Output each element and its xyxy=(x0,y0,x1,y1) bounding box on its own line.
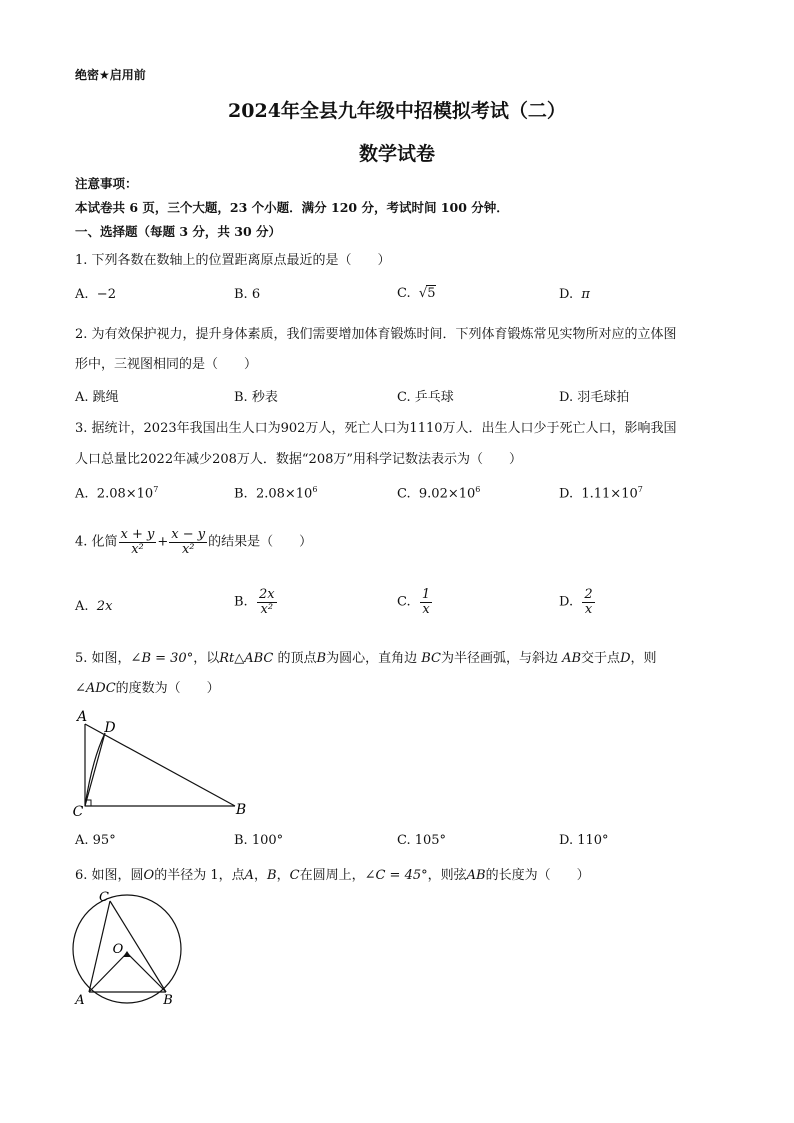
q2-option-d: D. 羽毛球拍 xyxy=(559,390,630,405)
question-3-line-1: 3. 据统计，2023年我国出生人口为902万人，死亡人口为1110万人．出生人口少于死亡人口，影响我国 xyxy=(75,421,677,436)
question-2-line-1: 2. 为有效保护视力，提升身体素质，我们需要增加体育锻炼时间．下列体育锻炼常见实物所对应的立体图 xyxy=(75,327,677,342)
q3-option-a: A. $2.08\times 10^7$ xyxy=(75,485,159,502)
q4-option-d: D. $\frac{2}{x}$ xyxy=(559,587,593,617)
q4-fraction-1: $\frac{x + y}{\text{x²}}$ xyxy=(120,527,155,557)
exam-title: 2024年全县九年级中招模拟考试（二） xyxy=(228,100,566,122)
q1-option-c: C. √5 xyxy=(397,286,436,301)
question-5-line-2: ∠ADC的度数为（ ） xyxy=(75,681,220,696)
q1-option-a: A. −2 xyxy=(75,287,116,302)
question-6: 6. 如图，圆O的半径为 1，点A，B，C在圆周上，∠C = 45°，则弦AB的长度为（ ） xyxy=(75,868,590,883)
notes-text: 本试卷共 6 页，三个大题，23 个小题．满分 120 分，考试时间 100 分钟． xyxy=(75,200,509,215)
section-heading: 一、选择题（每题 3 分，共 30 分） xyxy=(75,224,282,239)
question-1: 1. 下列各数在数轴上的位置距离原点最近的是（ ） xyxy=(75,253,391,268)
q4-option-c: C. $\frac{1}{x}$ xyxy=(397,587,431,617)
q3-option-d: D. $1.11\times 10^7$ xyxy=(559,485,643,502)
q5-option-c: C. 105° xyxy=(397,833,447,848)
q5-option-b: B. 100° xyxy=(234,833,284,848)
q5-triangle-figure xyxy=(65,702,255,822)
label-o: O xyxy=(112,942,124,957)
confidential-label: 绝密★启用前 xyxy=(75,68,146,82)
q3-option-b: B. $2.08\times 10^6$ xyxy=(234,485,318,502)
q3-option-c: C. $9.02\times 10^6$ xyxy=(397,485,481,502)
q5-option-a: A. 95° xyxy=(75,833,116,848)
q6-circle-figure xyxy=(62,887,192,1012)
label-a: A xyxy=(75,993,85,1008)
q5-option-d: D. 110° xyxy=(559,833,609,848)
question-4: 4. 化简 $\frac{x + y}{\text{x²}}$ + $\frac{x - y}{\text{x²}}$ 的结果是（ ） xyxy=(75,527,313,557)
label-d: D xyxy=(104,720,116,736)
label-b: B xyxy=(235,802,247,818)
question-2-line-2: 形中，三视图相同的是（ ） xyxy=(75,357,258,372)
q1-option-d: D. π xyxy=(559,287,590,302)
label-c: C xyxy=(72,804,84,820)
q1-option-b: B. 6 xyxy=(234,287,261,302)
label-c: C xyxy=(99,890,109,905)
q2-option-a: A. 跳绳 xyxy=(75,390,119,405)
sqrt-sign: √ xyxy=(418,286,428,301)
label-b: B xyxy=(163,993,173,1008)
q4-fraction-2: $\frac{x - y}{\text{x²}}$ xyxy=(171,527,206,557)
question-3-line-2: 人口总量比2022年减少208万人．数据“208万”用科学记数法表示为（ ） xyxy=(75,452,523,467)
q4-option-a: A. 2x xyxy=(75,599,113,614)
question-5-line-1: 5. 如图，∠B = 30°，以Rt△ABC 的顶点B为圆心，直角边 BC为半径画弧，与斜边 AB交于点D，则 xyxy=(75,651,657,666)
notes-heading: 注意事项： xyxy=(75,176,138,191)
q2-option-b: B. 秒表 xyxy=(234,390,278,405)
q4-option-b: B. $\frac{2x}{\text{x²}}$ xyxy=(234,587,275,617)
exam-subject: 数学试卷 xyxy=(358,143,435,165)
label-a: A xyxy=(76,709,88,725)
q2-option-c: C. 乒乓球 xyxy=(397,390,454,405)
